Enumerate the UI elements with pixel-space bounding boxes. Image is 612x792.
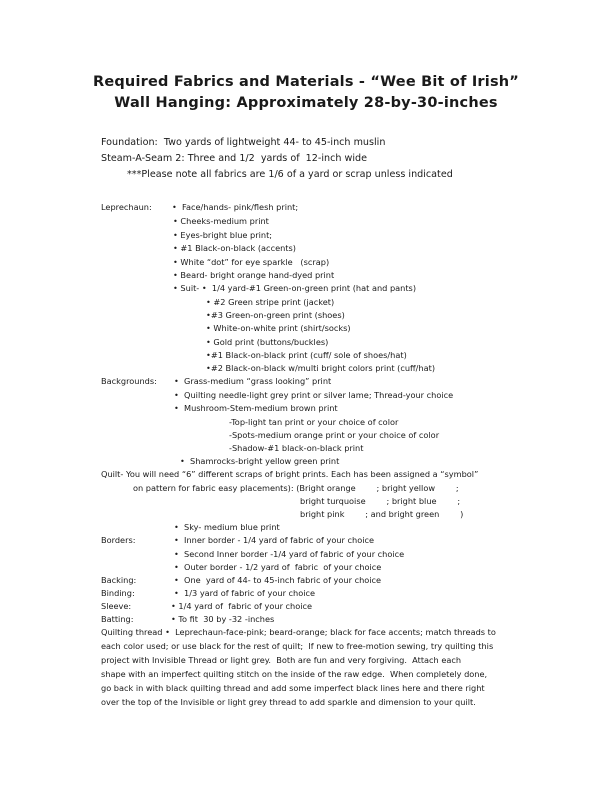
thread-line: each color used; or use black for the rest of quilt; If new to free-motion sewing, try quilting this (101, 641, 494, 651)
mushroom-item: -Spots-medium orange print or your choice of color (229, 430, 440, 440)
list-item: • Quilting needle-light grey print or silver lame; Thread-your choice (174, 390, 454, 400)
suit-item: •#1 Black-on-black print (cuff/ sole of shoes/hat) (206, 350, 407, 360)
steam-a-seam-line: Steam-A-Seam 2: Three and 1/2 yards of 12-inch wide (101, 153, 368, 164)
list-item: • Cheeks-medium print (173, 216, 269, 226)
suit-item: •#3 Green-on-green print (shoes) (206, 310, 345, 320)
suit-item: •#2 Black-on-black w/multi bright colors print (cuff/hat) (206, 363, 436, 373)
title-line-2: Wall Hanging: Approximately 28-by-30-inches (114, 95, 498, 111)
suit-item: • White-on-white print (shirt/socks) (206, 323, 351, 333)
binding-value: • 1/3 yard of fabric of your choice (174, 588, 316, 598)
mushroom-item: -Top-light tan print or your choice of color (229, 417, 399, 427)
list-item: • Face/hands- pink/flesh print; (172, 202, 299, 212)
thread-line: go back in with black quilting thread and add some imperfect black lines here and there right (101, 683, 485, 693)
binding-label: Binding: (101, 588, 135, 598)
mushroom-item: -Shadow-#1 black-on-black print (229, 443, 364, 453)
quilt-line: on pattern for fabric easy placements): (Bright orange ; bright yellow ; (133, 483, 459, 493)
sleeve-value: • 1/4 yard of fabric of your choice (171, 601, 313, 611)
fabric-note: ***Please note all fabrics are 1/6 of a yard or scrap unless indicated (127, 169, 453, 180)
thread-line: project with Invisible Thread or light grey. Both are fun and very forgiving. Attach each (101, 655, 462, 665)
list-item: • #1 Black-on-black (accents) (173, 243, 296, 253)
list-item: • Outer border - 1/2 yard of fabric of your choice (174, 562, 382, 572)
list-item: • Suit- • 1/4 yard-#1 Green-on-green print (hat and pants) (173, 283, 417, 293)
list-item: • Beard- bright orange hand-dyed print (173, 270, 335, 280)
thread-line: over the top of the Invisible or light grey thread to add sparkle and dimension to your quilt. (101, 697, 476, 707)
quilt-line: bright pink ; and bright green ) (300, 509, 464, 519)
list-item: • Mushroom-Stem-medium brown print (174, 403, 338, 413)
list-item: • Second Inner border -1/4 yard of fabric of your choice (174, 549, 405, 559)
sleeve-label: Sleeve: (101, 601, 132, 611)
list-item: • Eyes-bright blue print; (173, 230, 273, 240)
borders-label: Borders: (101, 535, 136, 545)
backing-value: • One yard of 44- to 45-inch fabric of your choice (174, 575, 382, 585)
list-item: • White “dot” for eye sparkle (scrap) (173, 257, 330, 267)
list-item: • Shamrocks-bright yellow green print (180, 456, 340, 466)
batting-value: • To fit 30 by -32 -inches (171, 614, 275, 624)
suit-item: • Gold print (buttons/buckles) (206, 337, 329, 347)
leprechaun-label: Leprechaun: (101, 202, 152, 212)
list-item: • Inner border - 1/4 yard of fabric of your choice (174, 535, 375, 545)
list-item: • Sky- medium blue print (174, 522, 280, 532)
foundation-line: Foundation: Two yards of lightweight 44- to 45-inch muslin (101, 137, 386, 148)
suit-item: • #2 Green stripe print (jacket) (206, 297, 335, 307)
thread-line: shape with an imperfect quilting stitch on the inside of the raw edge. When completely done, (101, 669, 488, 679)
quilt-line: bright turquoise ; bright blue ; (300, 496, 461, 506)
title-line-1: Required Fabrics and Materials - “Wee Bit of Irish” (92, 74, 520, 90)
list-item: • Grass-medium “grass looking” print (174, 376, 332, 386)
backing-label: Backing: (101, 575, 137, 585)
backgrounds-label: Backgrounds: (101, 376, 157, 386)
thread-line: Quilting thread • Leprechaun-face-pink; beard-orange; black for face accents; match threads to (101, 627, 496, 637)
batting-label: Batting: (101, 614, 134, 624)
quilt-line: Quilt- You will need “6” different scraps of bright prints. Each has been assigned a “symbol” (101, 469, 479, 479)
